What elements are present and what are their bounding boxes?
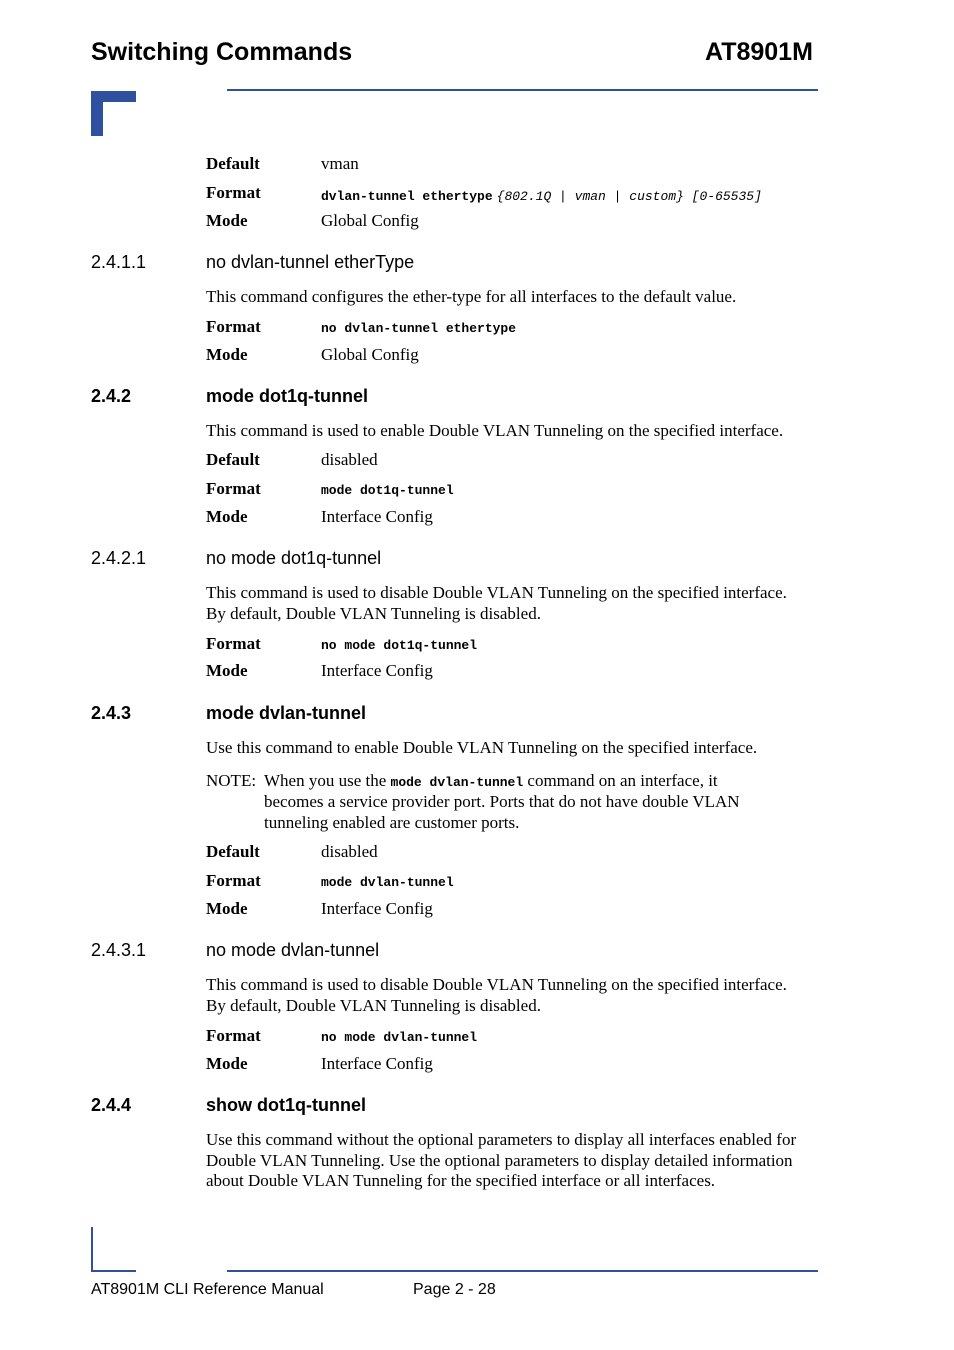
mode-label: Mode <box>206 661 248 680</box>
mode-label: Mode <box>206 211 248 230</box>
note-command: mode dvlan-tunnel <box>390 775 524 790</box>
section-number: 2.4.2.1 <box>91 548 147 568</box>
section-number: 2.4.3.1 <box>91 940 147 960</box>
note-line-3: tunneling enabled are customer ports. <box>264 813 520 832</box>
footer-bracket-side <box>91 1227 93 1272</box>
section-title: no mode dvlan-tunnel <box>206 940 380 960</box>
section-title: mode dvlan-tunnel <box>206 703 367 723</box>
footer-manual-title: AT8901M CLI Reference Manual <box>91 1281 324 1298</box>
mode-value: Interface Config <box>321 899 433 918</box>
section-description: This command is used to enable Double VLAN Tunneling on the specified interface. <box>206 421 784 440</box>
format-label: Format <box>206 1026 261 1045</box>
note-text-post: command on an interface, it <box>527 771 718 790</box>
section-description-line-1: This command is used to disable Double VLAN Tunneling on the specified interface. <box>206 975 787 994</box>
note-text-pre: When you use the <box>264 771 387 790</box>
section-number: 2.4.3 <box>91 703 132 723</box>
note-label: NOTE: <box>206 771 257 790</box>
mode-label: Mode <box>206 899 248 918</box>
note-line-1 <box>264 770 718 793</box>
section-description: This command configures the ether-type for all interfaces to the default value. <box>206 287 737 306</box>
format-label: Format <box>206 871 261 890</box>
section-number: 2.4.2 <box>91 386 132 406</box>
default-label: Default <box>206 450 260 469</box>
footer-rule <box>227 1270 818 1272</box>
format-command: no mode dvlan-tunnel <box>321 1030 478 1045</box>
format-command: no mode dot1q-tunnel <box>321 638 478 653</box>
default-label: Default <box>206 154 260 173</box>
section-number: 2.4.4 <box>91 1095 132 1115</box>
section-title: show dot1q-tunnel <box>206 1095 366 1115</box>
default-label: Default <box>206 842 260 861</box>
mode-value: Interface Config <box>321 1054 433 1073</box>
section-number: 2.4.1.1 <box>91 252 147 272</box>
chapter-title: Switching Commands <box>91 38 353 66</box>
format-label: Format <box>206 634 261 653</box>
mode-label: Mode <box>206 1054 248 1073</box>
format-syntax <box>321 187 762 205</box>
default-value: disabled <box>321 842 378 861</box>
format-label: Format <box>206 317 261 336</box>
section-description-line-1: Use this command without the optional parameters to display all interfaces enabled for <box>206 1130 797 1149</box>
mode-label: Mode <box>206 507 248 526</box>
mode-value: Global Config <box>321 345 419 364</box>
format-label: Format <box>206 479 261 498</box>
mode-value: Interface Config <box>321 661 433 680</box>
section-description-line-2: Double VLAN Tunneling. Use the optional parameters to display detailed information <box>206 1151 793 1170</box>
product-title: AT8901M <box>705 38 813 66</box>
format-command: mode dot1q-tunnel <box>321 483 454 498</box>
mode-value: Global Config <box>321 211 419 230</box>
corner-bracket-side <box>91 91 103 136</box>
default-value: vman <box>321 154 359 173</box>
note-line-2: becomes a service provider port. Ports that do not have double VLAN <box>264 792 740 811</box>
format-command: dvlan-tunnel ethertype <box>321 189 493 204</box>
format-command: mode dvlan-tunnel <box>321 875 454 890</box>
section-title: mode dot1q-tunnel <box>206 386 368 406</box>
format-command: no dvlan-tunnel ethertype <box>321 321 517 336</box>
mode-label: Mode <box>206 345 248 364</box>
section-title: no mode dot1q-tunnel <box>206 548 382 568</box>
footer-bracket-bottom <box>91 1270 136 1272</box>
format-label: Format <box>206 183 261 202</box>
section-description-line-2: By default, Double VLAN Tunneling is disabled. <box>206 604 541 623</box>
section-title: no dvlan-tunnel etherType <box>206 252 415 272</box>
format-arguments: {802.1Q | vman | custom} [0-65535] <box>496 189 762 204</box>
footer-page-number: Page 2 - 28 <box>413 1281 496 1298</box>
default-value: disabled <box>321 450 378 469</box>
section-description-line-3: about Double VLAN Tunneling for the specified interface or all interfaces. <box>206 1171 716 1190</box>
section-description: Use this command to enable Double VLAN Tunneling on the specified interface. <box>206 738 758 757</box>
mode-value: Interface Config <box>321 507 433 526</box>
header-rule <box>227 89 818 91</box>
section-description-line-2: By default, Double VLAN Tunneling is disabled. <box>206 996 541 1015</box>
section-description-line-1: This command is used to disable Double VLAN Tunneling on the specified interface. <box>206 583 787 602</box>
